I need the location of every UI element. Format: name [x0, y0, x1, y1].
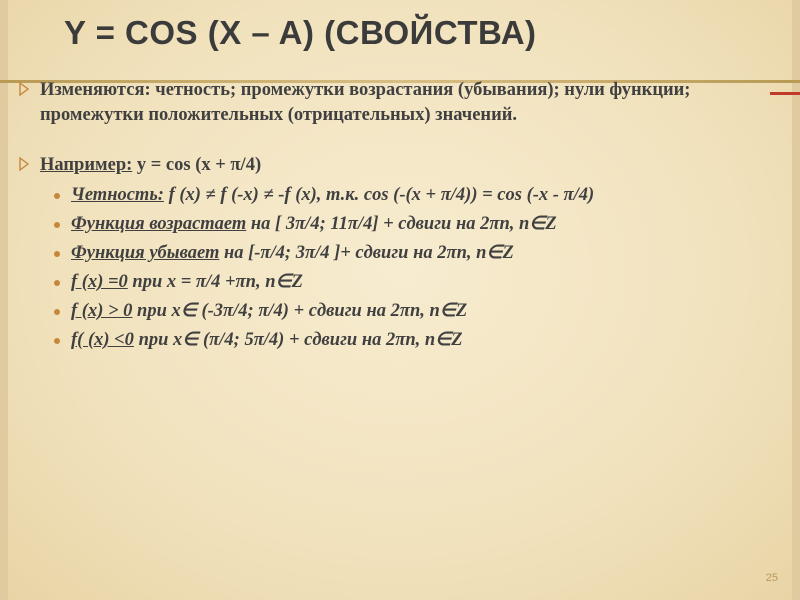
sub-item-label: Четность:: [71, 185, 164, 205]
sub-list-item: [14, 181, 790, 210]
sub-item-label: f (x) =0: [71, 272, 128, 292]
dot-bullet-icon: [54, 193, 60, 199]
hollow-arrow-bullet-icon: [18, 157, 30, 171]
list-item: [14, 153, 790, 178]
dot-bullet-icon: [54, 251, 60, 257]
slide-title: Y = COS (X – A) (СВОЙСТВА): [64, 14, 537, 51]
sub-list-item: [14, 326, 790, 355]
page-number: 25: [765, 572, 778, 584]
sub-item-text: f (x) ≠ f (-x) ≠ -f (x), т.к. cos (-(x + π/4)) = cos (-x - π/4): [163, 185, 595, 205]
hollow-arrow-bullet-icon: [18, 82, 30, 96]
sub-item-label: f (x) > 0: [71, 301, 133, 321]
sub-item-label: f( (x) <0: [71, 330, 134, 350]
list-item: [14, 78, 790, 128]
dot-bullet-icon: [54, 280, 60, 286]
sub-list-item: [14, 297, 790, 326]
example-formula: у = cos (х + π/4): [132, 155, 262, 175]
sub-item-text: на [ 3π/4; 11π/4] + сдвиги на 2πn, n∈Z: [246, 214, 557, 234]
slide-frame-right: [792, 0, 800, 600]
dot-bullet-icon: [54, 338, 60, 344]
sub-list-item: [14, 210, 790, 239]
slide-content: [14, 78, 790, 355]
sub-list-item: [14, 268, 790, 297]
sub-item-text: при х∈ (π/4; 5π/4) + сдвиги на 2πn, n∈Z: [133, 330, 463, 350]
sub-item-text: при х = π/4 +πn, n∈Z: [127, 272, 303, 292]
item-text: Изменяются: четность; промежутки возрастания (убывания); нули функции; промежутки положительных (отрицательных) значений.: [40, 80, 691, 125]
sub-item-label: Функция убывает: [71, 243, 220, 263]
sub-item-text: на [-π/4; 3π/4 ]+ сдвиги на 2πn, n∈Z: [219, 243, 514, 263]
dot-bullet-icon: [54, 309, 60, 315]
sub-list-item: [14, 239, 790, 268]
dot-bullet-icon: [54, 222, 60, 228]
sub-list: [14, 181, 790, 355]
sub-item-label: Функция возрастает: [71, 214, 247, 234]
sub-item-text: при х∈ (-3π/4; π/4) + сдвиги на 2πn, n∈Z: [132, 301, 468, 321]
example-label: Например:: [40, 155, 133, 175]
slide-frame-left: [0, 0, 8, 600]
